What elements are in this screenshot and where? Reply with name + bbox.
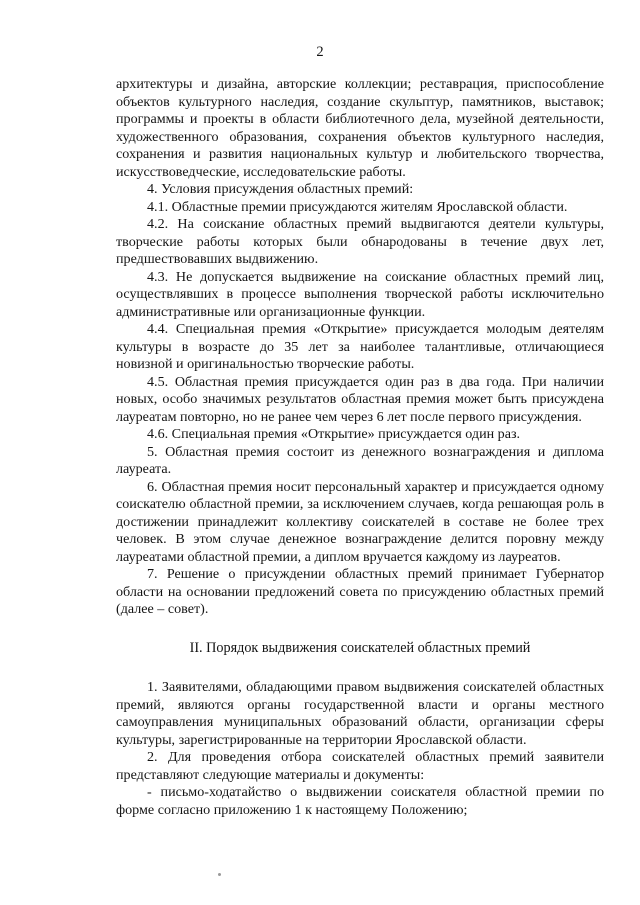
paragraph-clause-4-1: 4.1. Областные премии присуждаются жителям Ярославской области. <box>147 198 568 215</box>
paragraph-clause-4-6: 4.6. Специальная премия «Открытие» присуждается один раз. <box>147 426 521 442</box>
paragraph-clause-4-4: 4.4. Специальная премия «Открытие» присуждается молодым деятелям культуры в возрасте до 35 лет за наиболее талантливые, отличающиеся новизной и оригинальностью творческие работы. <box>116 321 604 372</box>
paragraph-section2-clause-2: 2. Для проведения отбора соискателей областных премий заявители представляют следующие материалы и документы: <box>116 749 604 783</box>
paragraph-section2-clause-1: 1. Заявителями, обладающими правом выдвижения соискателей областных премий, являются органы государственной власти и органы местного самоуправления муниципальных образований области, организации сферы культуры, зарегистрированные на территории Ярославской области. <box>116 679 604 748</box>
paragraph-clause-6: 6. Областная премия носит персональный характер и присуждается одному соискателю областной премии, за исключением случаев, когда решающая роль в достижении принадлежит коллективу соискателей в составе не более трех человек. В этом случае денежное вознаграждение делится поровну между лауреатами областной премии, а диплом вручается каждому из лауреатов. <box>116 478 604 565</box>
page-number: 2 <box>316 44 324 60</box>
paragraph-clause-4: 4. Условия присуждения областных премий: <box>147 181 414 197</box>
paragraph-clause-7: 7. Решение о присуждении областных премий принимает Губернатор области на основании предложений совета по присуждению областных премий (далее – совет). <box>116 566 604 617</box>
paragraph-list-item: - письмо-ходатайство о выдвижении соискателя областной премии по форме согласно приложению 1 к настоящему Положению; <box>116 784 604 818</box>
document-body <box>116 76 604 819</box>
section-heading: II. Порядок выдвижения соискателей областных премий <box>189 639 531 656</box>
paragraph-clause-4-3: 4.3. Не допускается выдвижение на соискание областных премий лиц, осуществлявших в процессе выполнения творческой работы исключительно административные или организационные функции. <box>116 268 604 320</box>
paragraph-clause-4-2: 4.2. На соискание областных премий выдвигаются деятели культуры, творческие работы которых были обнародованы в течение двух лет, предшествовавших выдвижению. <box>116 216 604 267</box>
paragraph-continuation: архитектуры и дизайна, авторские коллекции; реставрация, приспособление объектов культурного наследия, создание скульптур, памятников, выставок; программы и проекты в области библиотечного дела, музейной деятельности, художественного образования, сохранения объектов культурного наследия, сохранения и развития национальных культур и любительского творчества, искусствоведческие, исследовательские работы. <box>116 76 604 180</box>
paragraph-clause-5: 5. Областная премия состоит из денежного вознаграждения и диплома лауреата. <box>116 443 604 477</box>
scan-dot-mark <box>218 873 221 876</box>
paragraph-clause-4-5: 4.5. Областная премия присуждается один раз в два года. При наличии новых, особо значимых результатов областная премия может быть присуждена лауреатам повторно, но не ранее чем через 6 лет после первого присуждения. <box>116 373 604 425</box>
